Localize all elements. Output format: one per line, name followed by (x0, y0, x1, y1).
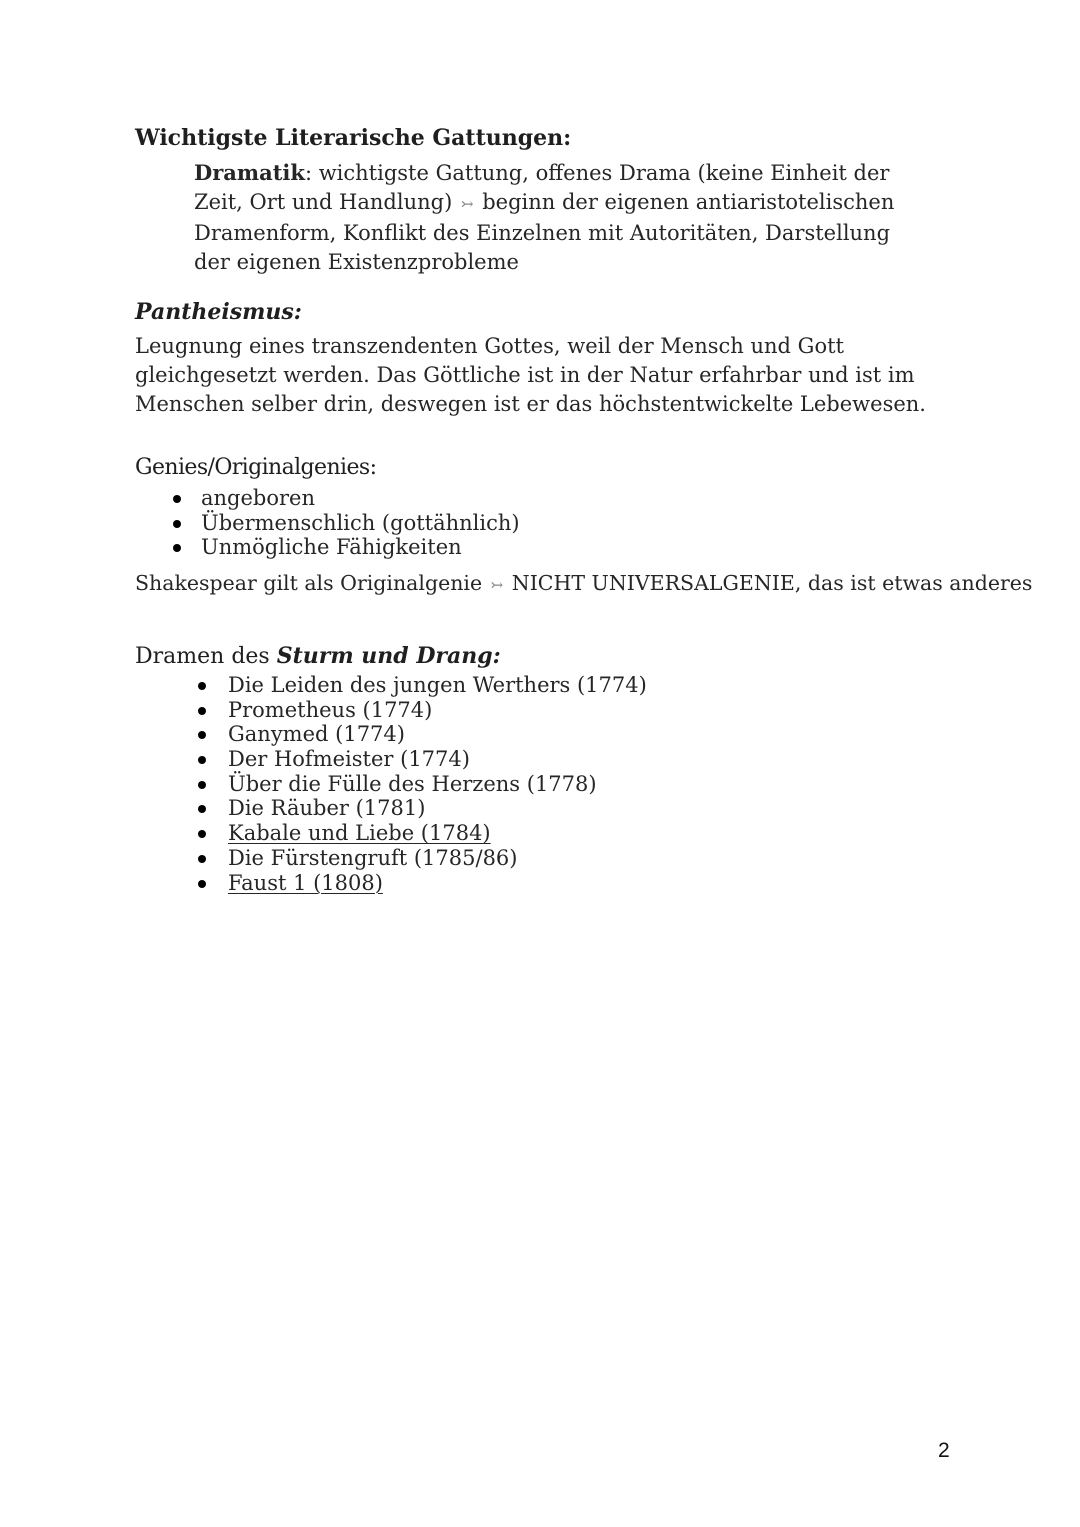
list-item: Unmögliche Fähigkeiten (201, 535, 520, 560)
bullet-icon (198, 830, 206, 838)
list-item: Die Leiden des jungen Werthers (1774) (228, 673, 647, 698)
bullet-icon (198, 781, 206, 789)
bullet-icon (198, 756, 206, 764)
dramen-list (228, 673, 647, 895)
list-item: Der Hofmeister (1774) (228, 747, 647, 772)
list-item-link[interactable] (228, 871, 647, 896)
bullet-icon (198, 805, 206, 813)
genies-heading: Genies/Originalgenies: (135, 455, 377, 480)
gattungen-heading: Wichtigste Literarische Gattungen: (135, 125, 572, 151)
genies-note: Shakespear gilt als Originalgenie ↣ NICHT UNIVERSALGENIE, das ist etwas anderes (135, 571, 1033, 595)
dramen-heading: Dramen des Sturm und Drang: (135, 643, 501, 669)
arrow-icon: ↣ (490, 576, 504, 594)
list-item: Übermenschlich (gottähnlich) (201, 511, 520, 536)
bullet-icon (198, 682, 206, 690)
bullet-icon (198, 731, 206, 739)
list-item: Prometheus (1774) (228, 698, 647, 723)
pantheismus-heading: Pantheismus: (135, 299, 302, 325)
arrow-icon: ↣ (460, 195, 474, 213)
genies-list (201, 486, 520, 560)
list-item: Ganymed (1774) (228, 722, 647, 747)
bullet-icon (198, 707, 206, 715)
gattungen-paragraph (194, 158, 924, 277)
bullet-icon (198, 855, 206, 863)
bullet-icon (173, 495, 181, 503)
faust-link[interactable]: Faust 1 (1808) (228, 870, 383, 895)
list-item: Über die Fülle des Herzens (1778) (228, 772, 647, 797)
list-item: angeboren (201, 486, 520, 511)
page-number: 2 (938, 1439, 950, 1462)
bullet-icon (173, 520, 181, 528)
bullet-icon (198, 880, 206, 888)
list-item: Die Fürstengruft (1785/86) (228, 846, 647, 871)
gattungen-text-1: : wichtigste Gattung, offenes Drama (keine Einheit der Zeit, Ort und Handlung) (194, 161, 890, 214)
list-item: Die Räuber (1781) (228, 796, 647, 821)
kabale-link[interactable]: Kabale und Liebe (1784) (228, 821, 491, 846)
list-item-link[interactable] (228, 821, 647, 846)
pantheismus-text: Leugnung eines transzendenten Gottes, weil der Mensch und Gott gleichgesetzt werden. Das Göttliche ist in der Natur erfahrbar und ist im Menschen selber drin, deswegen ist er das höchstentwickelte Lebewesen. (135, 334, 926, 416)
dramatik-term: Dramatik (194, 160, 305, 185)
gattungen-text-2: beginn der eigenen antiaristotelischen Dramenform, Konflikt des Einzelnen mit Autoritäten, Darstellung der eigenen Existenzprobleme (194, 190, 895, 274)
bullet-icon (173, 544, 181, 552)
